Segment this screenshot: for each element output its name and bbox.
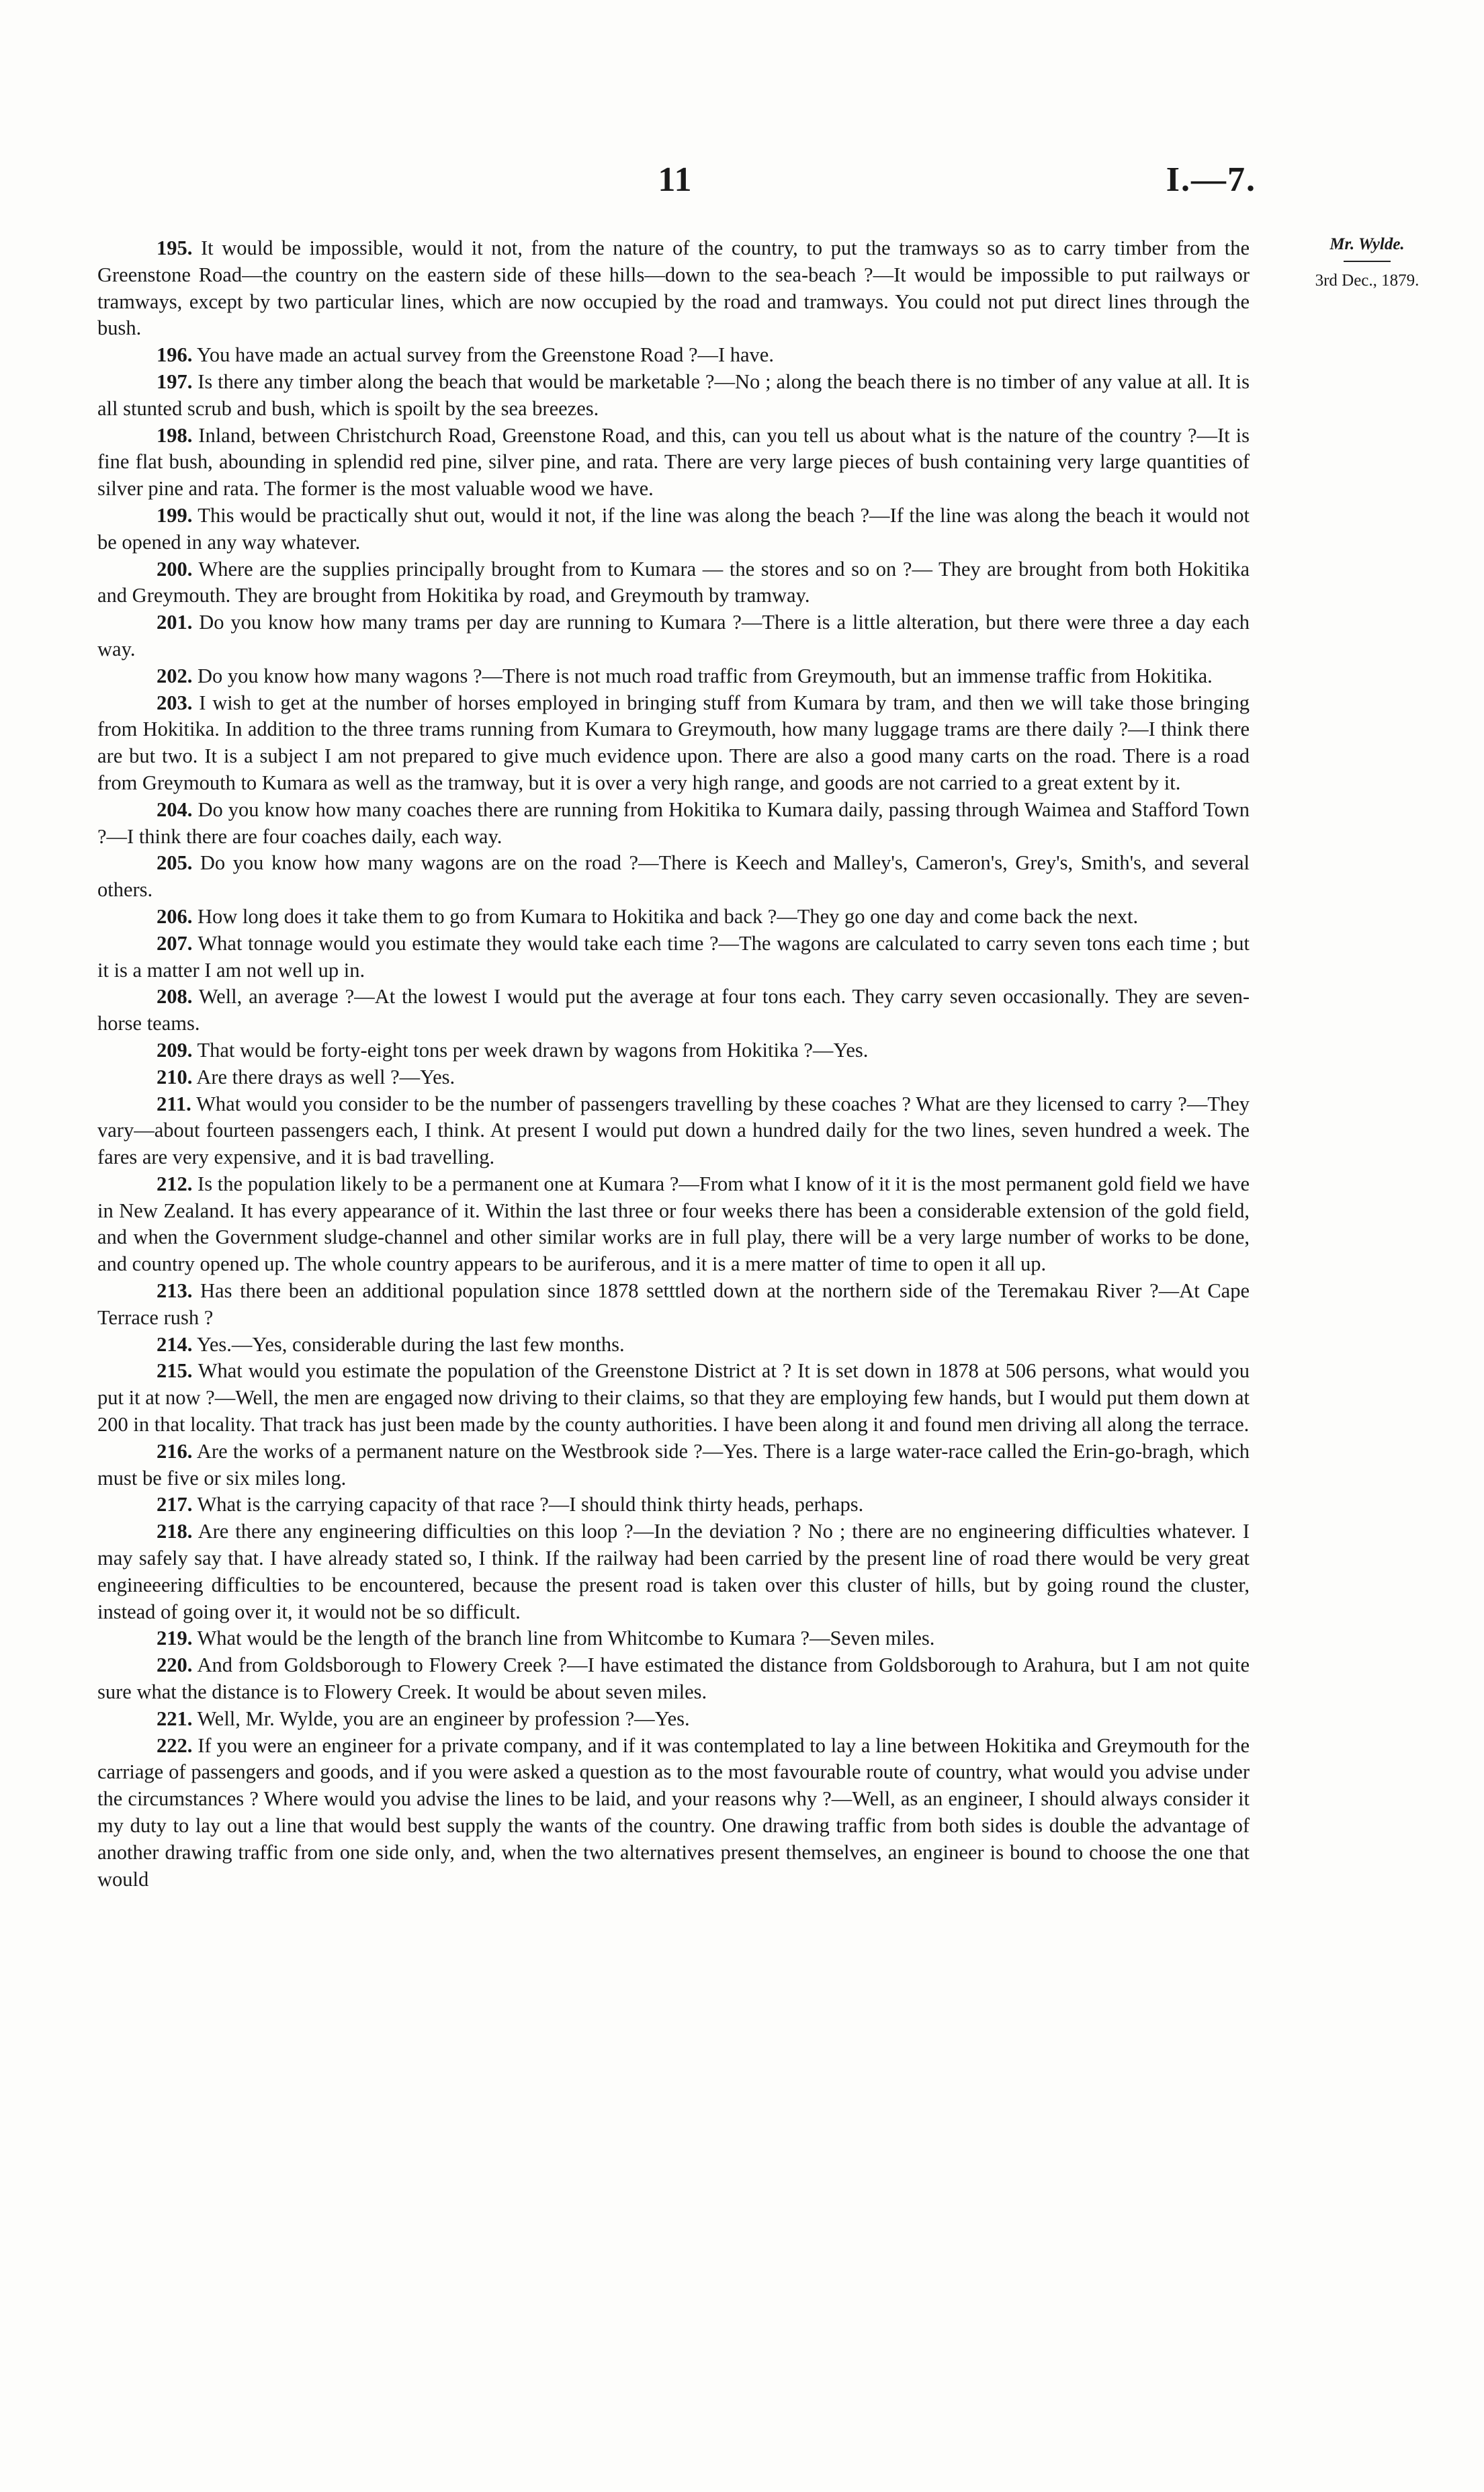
question-number: 198. [157,423,193,447]
question-number: 210. [157,1065,193,1088]
evidence-paragraph: 198. Inland, between Christchurch Road, Greenstone Road, and this, can you tell us about what is the nature of the country ?—It is fine flat bush, abounding in splendid red pine, silver pine, and rata. There are very large pieces of bush containing very large quantities of silver pine and rata. The former is the most valuable wood we have. [97,423,1250,501]
evidence-paragraph: 213. Has there been an additional population since 1878 setttled down at the northern side of the Teremakau River ?—At Cape Terrace rush ? [97,1279,1250,1329]
evidence-paragraph: 205. Do you know how many wagons are on the road ?—There is Keech and Malley's, Cameron's, Grey's, Smith's, and several others. [97,851,1250,902]
question-number: 213. [157,1279,193,1303]
evidence-body [97,235,1250,1893]
margin-note [1297,235,1438,290]
evidence-paragraph: 207. What tonnage would you estimate they would take each time ?—The wagons are calculated to carry seven tons each time ; but it is a matter I am not well up in. [97,931,1250,982]
evidence-paragraph: 212. Is the population likely to be a permanent one at Kumara ?—From what I know of it it is the most permanent gold field we have in New Zealand. It has every appearance of it. Within the last three or four weeks there has been a considerable extension of the gold field, and when the Government sludge-channel and other similar works are in full play, there will be a very large number of works to be done, and country opened up. The whole country appears to be auriferous, and it is a mere matter of time to open it all up. [97,1172,1250,1276]
evidence-date: 3rd Dec., 1879. [1315,271,1420,290]
evidence-paragraph: 197. Is there any timber along the beach that would be marketable ?—No ; along the beach there is no timber of any value at all. It is all stunted scrub and bush, which is spoilt by the sea breezes. [97,370,1250,420]
evidence-paragraph: 204. Do you know how many coaches there are running from Hokitika to Kumara daily, passing through Waimea and Stafford Town ?—I think there are four coaches daily, each way. [97,798,1250,848]
evidence-paragraph: 202. Do you know how many wagons ?—There is not much road traffic from Greymouth, but an immense traffic from Hokitika. [157,664,1213,687]
page-header [94,160,1256,214]
evidence-paragraph: 222. If you were an engineer for a private company, and if it was contemplated to lay a line between Hokitika and Greymouth for the carriage of passengers and goods, and if you were asked a question as to the most favourable route of country, what would you advise under the circumstances ? Where would you advise the lines to be laid, and your reasons why ?—Well, as an engineer, I should always consider it my duty to lay out a line that would best supply the wants of the country. One drawing traffic from both sides is double the advantage of another drawing traffic from one side only, and, when the two alternatives present themselves, an engineer is bound to choose the one that would [97,1733,1250,1891]
evidence-paragraph: 200. Where are the supplies principally brought from to Kumara — the stores and so on ?— They are brought from both Hokitika and Greymouth. They are brought from Hokitika by road, and Greymouth by tramway. [97,557,1250,607]
evidence-paragraph: 210. Are there drays as well ?—Yes. [157,1065,455,1088]
question-number: 212. [157,1172,193,1195]
evidence-paragraph: 221. Well, Mr. Wylde, you are an engineer by profession ?—Yes. [157,1707,690,1730]
question-number: 204. [157,798,193,821]
question-number: 219. [157,1627,193,1650]
question-number: 217. [157,1493,193,1516]
evidence-paragraph: 203. I wish to get at the number of horses employed in bringing stuff from Kumara by tram, and then we will take those bringing from Hokitika. In addition to the three trams running from Kumara to Greymouth, how many luggage trams are there daily ?—I think there are but two. It is a subject I am not prepared to give much evidence upon. There are also a good many carts on the road. There is a road from Greymouth to Kumara as well as the tramway, but it is over a very high range, and goods are not carried to a great extent by it. [97,691,1250,794]
witness-name: Mr. Wylde. [1329,235,1405,253]
question-number: 196. [157,343,193,367]
page-number: 11 [658,161,693,199]
question-number: 200. [157,557,193,581]
margin-divider [1344,261,1391,262]
evidence-paragraph: 206. How long does it take them to go from Kumara to Hokitika and back ?—They go one day and come back the next. [157,904,1139,928]
question-number: 216. [157,1439,193,1463]
question-number: 214. [157,1332,193,1356]
question-number: 220. [157,1653,193,1677]
paper-reference: I.—7. [1166,161,1256,199]
question-number: 208. [157,985,193,1008]
evidence-paragraph: 211. What would you consider to be the number of passengers travelling by these coaches ? What are they licensed to carry ?—They vary—about fourteen passengers each, I think. At present I would put down a hundred daily for the two lines, seven hundred a week. The fares are very expensive, and it is bad travelling. [97,1092,1250,1169]
evidence-paragraph: 218. Are there any engineering difficulties on this loop ?—In the deviation ? No ; there are no engineering difficulties whatever. I may safely say that. I have already stated so, I think. If the railway had been carried by the present line of road there would be very great engineeering difficulties to be encountered, because the present road is taken over this cluster of hills, but by going round the cluster, instead of going over it, it would not be so difficult. [97,1520,1250,1623]
question-number: 195. [157,237,193,259]
evidence-paragraph: 209. That would be forty-eight tons per week drawn by wagons from Hokitika ?—Yes. [157,1038,869,1062]
question-number: 211. [157,1092,191,1115]
question-number: 222. [157,1733,193,1757]
evidence-paragraph: 216. Are the works of a permanent nature on the Westbrook side ?—Yes. There is a large water-race called the Erin-go-bragh, which must be five or six miles long. [97,1439,1250,1490]
question-number: 202. [157,664,193,687]
question-number: 209. [157,1038,193,1062]
question-number: 215. [157,1359,193,1383]
question-number: 207. [157,931,193,955]
evidence-paragraph: 215. What would you estimate the population of the Greenstone District at ? It is set down in 1878 at 506 persons, what would you put it at now ?—Well, the men are engaged now driving to their claims, so that they are employing few hands, but I would put them down at 200 in that locality. That track has just been made by the county authorities. I have been along it and found men driving all along the terrace. [97,1359,1250,1436]
evidence-paragraph: 208. Well, an average ?—At the lowest I would put the average at four tons each. They carry seven occasionally. They are seven-horse teams. [97,985,1250,1035]
question-number: 197. [157,370,193,393]
evidence-paragraph: 214. Yes.—Yes, considerable during the last few months. [157,1332,625,1356]
question-number: 218. [157,1520,193,1543]
evidence-paragraph: 201. Do you know how many trams per day are running to Kumara ?—There is a little alteration, but there were three a day each way. [97,611,1250,660]
question-number: 206. [157,904,193,928]
question-number: 201. [157,611,193,634]
question-number: 203. [157,691,193,714]
evidence-paragraph: 219. What would be the length of the branch line from Whitcombe to Kumara ?—Seven miles. [157,1627,935,1650]
question-number: 199. [157,503,193,527]
evidence-paragraph: 217. What is the carrying capacity of that race ?—I should think thirty heads, perhaps. [157,1493,864,1516]
question-number: 205. [157,851,193,875]
evidence-paragraph: 196. You have made an actual survey from the Greenstone Road ?—I have. [157,343,774,367]
question-number: 221. [157,1707,193,1730]
evidence-paragraph: 220. And from Goldsborough to Flowery Creek ?—I have estimated the distance from Goldsborough to Arahura, but I am not quite sure what the distance is to Flowery Creek. It would be about seven miles. [97,1653,1250,1704]
evidence-paragraph: 195. It would be impossible, would it not, from the nature of the country, to put the tramways so as to carry timber from the Greenstone Road—the country on the eastern side of these hills—down to the sea-beach ?—It would be impossible to put railways or tramways, except by two particular lines, which are now occupied by the road and tramways. You could not put direct lines through the bush. [97,237,1250,340]
evidence-paragraph: 199. This would be practically shut out, would it not, if the line was along the beach ?—If the line was along the beach it would not be opened in any way whatever. [97,503,1250,554]
